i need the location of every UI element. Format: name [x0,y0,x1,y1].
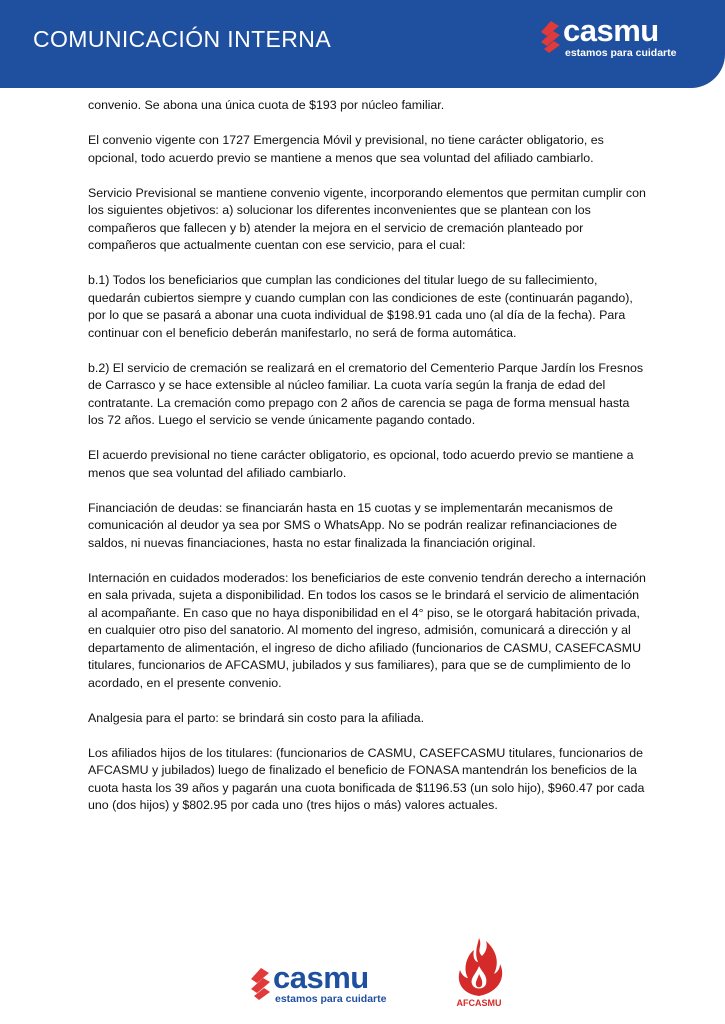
brand-tagline: estamos para cuidarte [565,47,677,59]
paragraph: Servicio Previsional se mantiene convenio vigente, incorporando elementos que permitan cumplir con los siguientes objetivos: a) solucionar los diferentes inconvenientes que se plantean con los compañeros que fallecen y b) atender la mejora en el servicio de cremación planteado por compañeros que actualmente cuentan con ese servicio, para el cual: [88,185,646,252]
brand-tagline: estamos para cuidarte [275,993,387,1005]
paragraph: Financiación de deudas: se financiarán hasta en 15 cuotas y se implementarán mecanismos de comunicación al deudor ya sea por SMS o WhatsApp. No se podrán realizar refinanciaciones de saldos, ni nuevas financiaciones, hasta no estar finalizada la financiación original. [88,500,617,550]
afcasmu-logo [452,936,506,1012]
brand-name: casmu [563,13,659,48]
header-banner [0,0,725,88]
paragraph: Los afiliados hijos de los titulares: (funcionarios de CASMU, CASEFCASMU titulares, funcionarios de AFCASMU y jubilados) luego de finalizado el beneficio de FONASA mantendrán los beneficios de la cuota hasta los 39 años y pagarán una cuota bonificada de $1196.53 (un solo hijo), $960.47 por cada uno (dos hijos) y $802.95 por cada uno (tres hijos o más) valores actuales. [88,745,645,812]
paragraph: Internación en cuidados moderados: los beneficiarios de este convenio tendrán derecho a internación en sala privada, sujeta a disponibilidad. En todos los casos se le brindará el servicio de alimentación al acompañante. En caso que no haya disponibilidad en el 4° piso, se le otorgará habitación privada, en cualquier otro piso del sanatorio. Al momento del ingreso, admisión, comunicará a dirección y al departamento de alimentación, el ingreso de dicho afiliado (funcionarios de CASMU, CASEFCASMU titulares, funcionarios de AFCASMU, jubilados y sus familiares), para que se de cumplimiento de lo acordado, en el presente convenio. [88,570,646,690]
paragraph: El convenio vigente con 1727 Emergencia Móvil y previsional, no tiene carácter obligatorio, es opcional, todo acuerdo previo se mantiene a menos que sea voluntad del afiliado cambiarlo. [88,133,604,165]
casmu-flame-icon [248,967,272,1001]
document-body [88,97,648,832]
casmu-logo-header [538,14,688,64]
casmu-logo-footer [248,962,408,1010]
paragraph: b.1) Todos los beneficiarios que cumplan las condiciones del titular luego de su fallecimiento, quedarán cubiertos siempre y cuando cumplan con las condiciones de este (continuarán pagando), por lo que se pasará a abonar una cuota individual de $198.91 cada uno (al día de la fecha). Para continuar con el beneficio deberán manifestarlo, no será de forma automática. [88,273,633,340]
paragraph: convenio. Se abona una única cuota de $193 por núcleo familiar. [88,98,445,112]
partner-name: AFCASMU [456,998,502,1008]
brand-name: casmu [273,960,369,995]
page-title: COMUNICACIÓN INTERNA [33,26,332,52]
casmu-flame-icon [538,20,562,54]
paragraph: b.2) El servicio de cremación se realizará en el crematorio del Cementerio Parque Jardín los Fresnos de Carrasco y se hace extensible al núcleo familiar. La cuota varía según la franja de edad del contratante. La cremación como prepago con 2 años de carencia se paga de forma mensual hasta los 72 años. Luego el servicio se vende únicamente pagando contado. [88,360,644,427]
paragraph: El acuerdo previsional no tiene carácter obligatorio, es opcional, todo acuerdo previo se mantiene a menos que sea voluntad del afiliado cambiarlo. [88,448,634,480]
paragraph: Analgesia para el parto: se brindará sin costo para la afiliada. [88,710,425,725]
afcasmu-flame-icon [452,936,506,998]
